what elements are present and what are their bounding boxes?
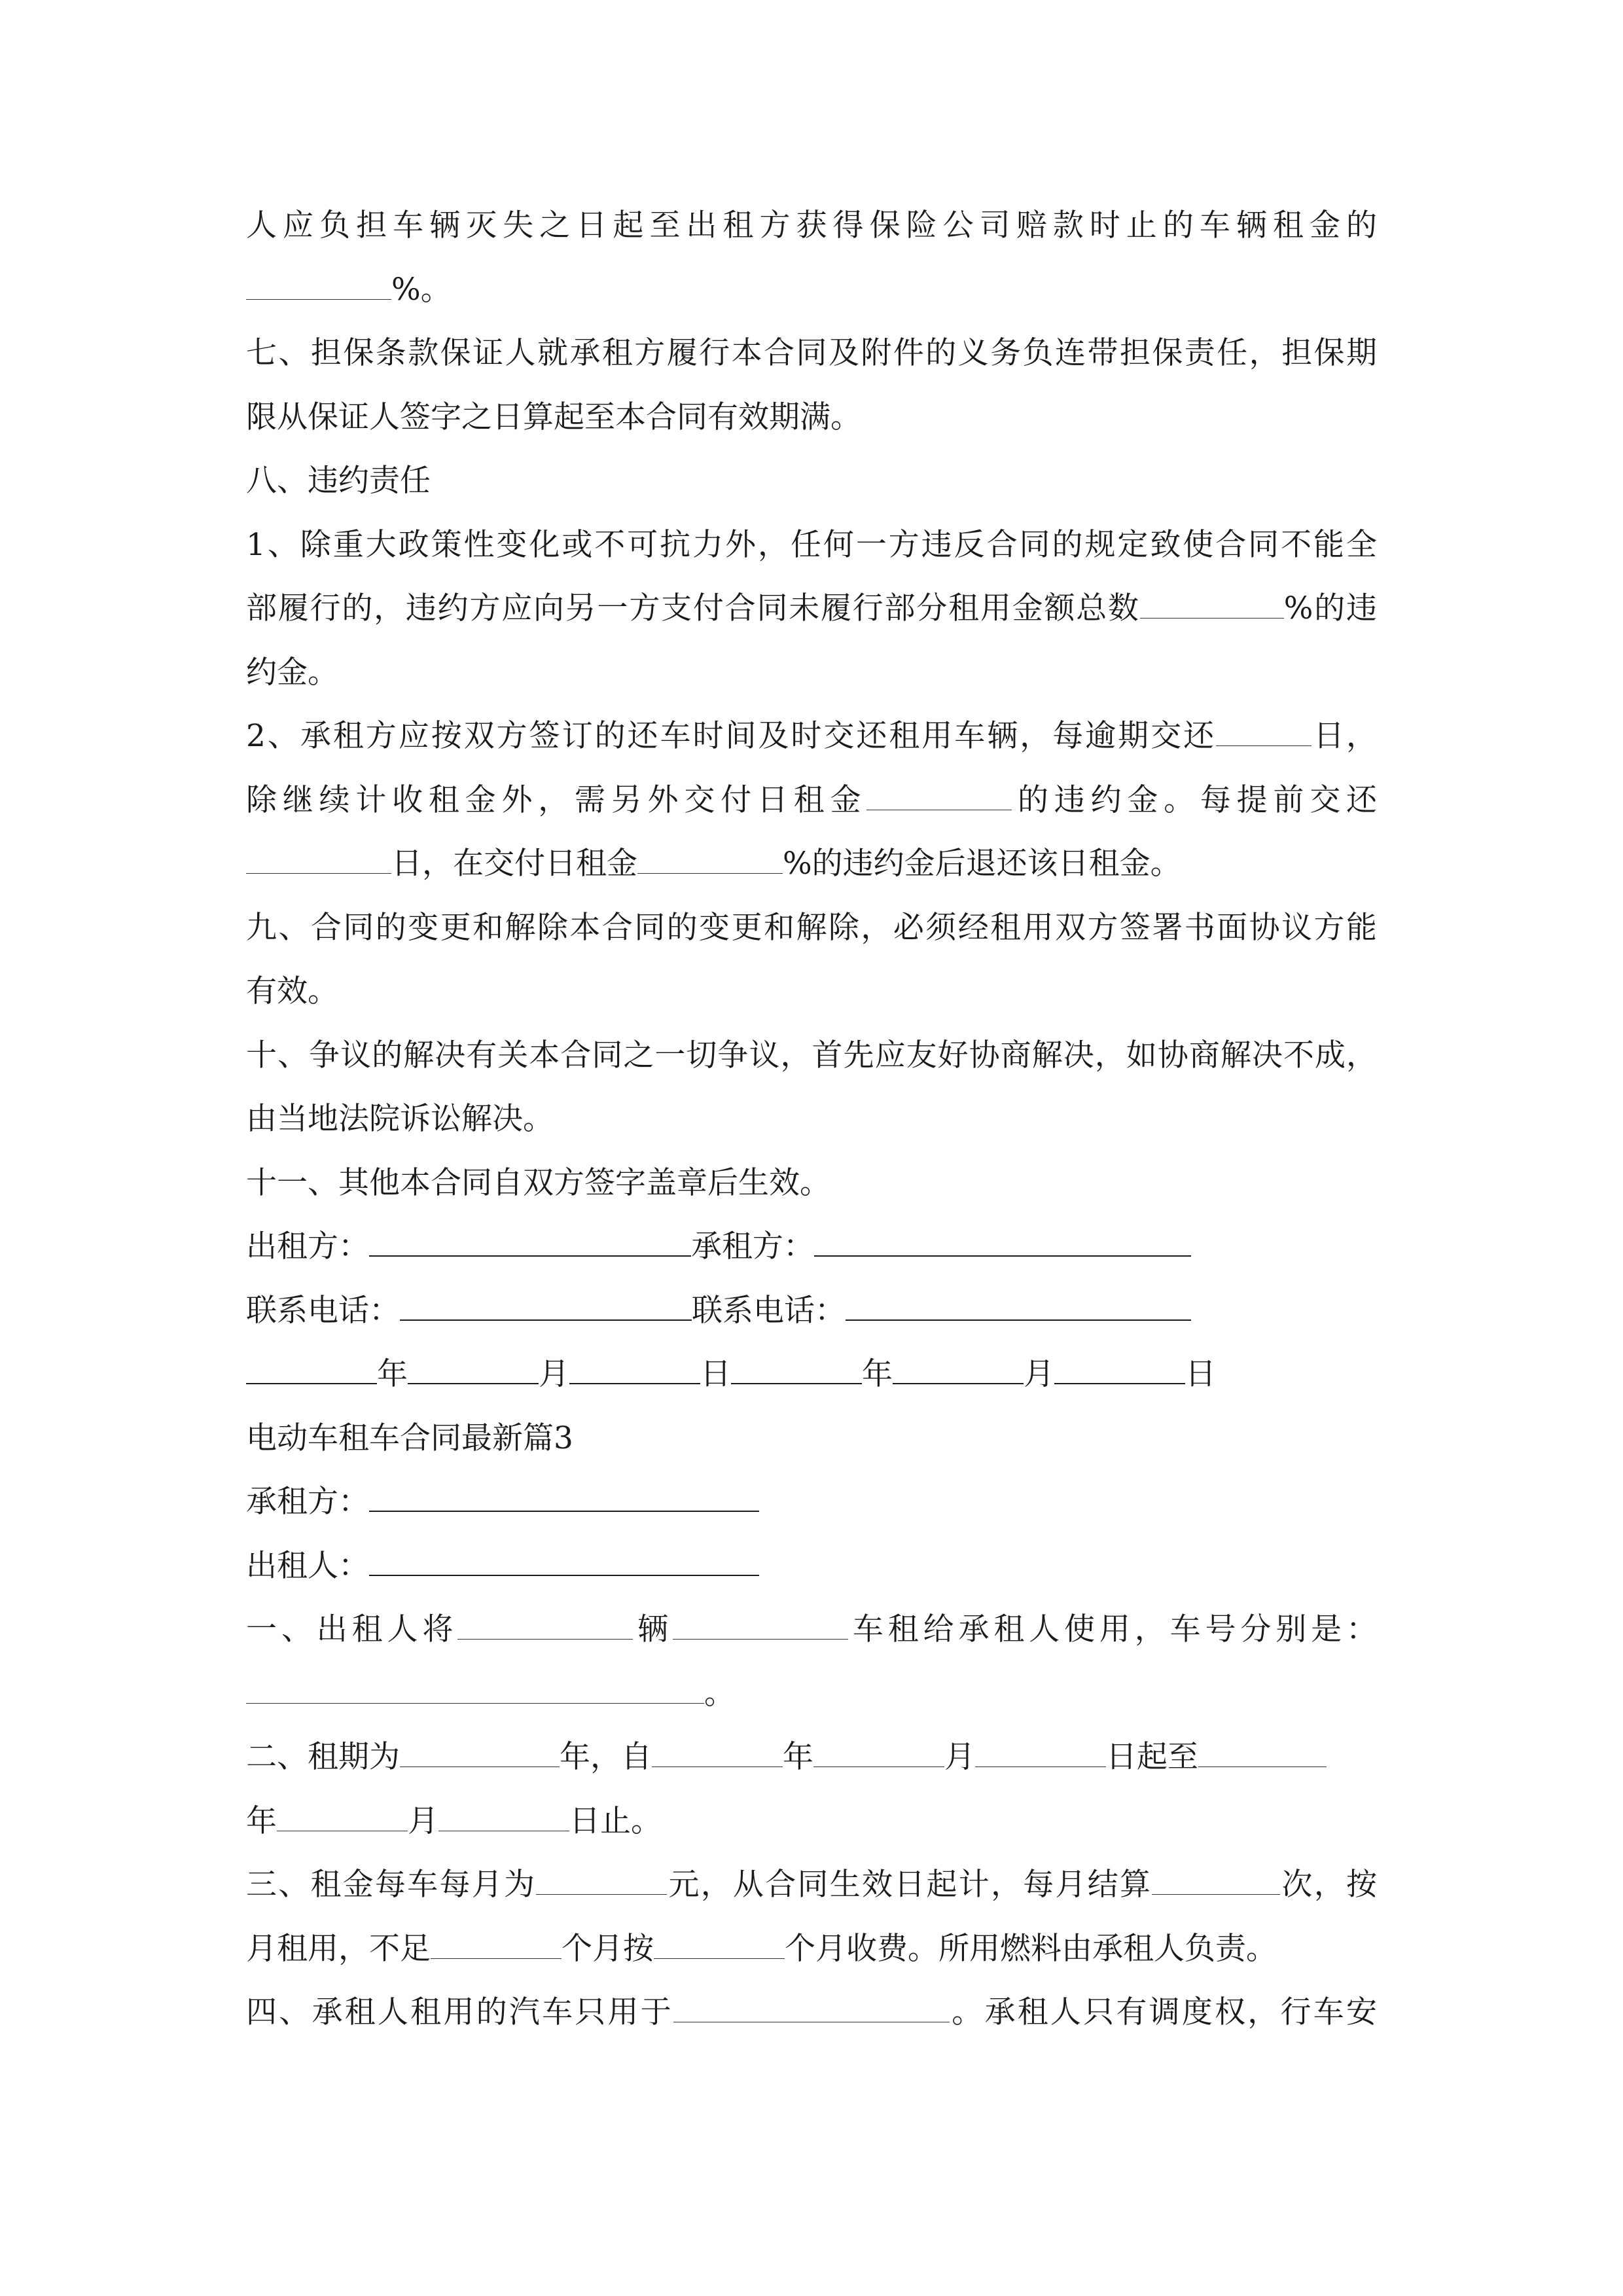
text-line bbox=[246, 577, 1377, 641]
blank-field bbox=[975, 1740, 1106, 1767]
blank-field bbox=[866, 783, 1012, 810]
text-segment: 年，自 bbox=[560, 1739, 652, 1775]
blank-field bbox=[654, 1932, 785, 1959]
text-segment: 十、争议的解决有关本合同之一切争议，首先应友好协商解决，如协商解决不成， bbox=[246, 1037, 1377, 1073]
lessor-label: 出租方： bbox=[246, 1229, 369, 1265]
text-segment: 个月收费。所用燃料由承租人负责。 bbox=[785, 1930, 1277, 1967]
lessor-label: 出租人： bbox=[246, 1547, 369, 1584]
lessor-blank bbox=[369, 1229, 691, 1257]
text-segment: 电动车租车合同最新篇3 bbox=[246, 1420, 573, 1456]
text-segment: 人应负担车辆灭失之日起至出租方获得保险公司赔款时止的车辆租金的 bbox=[246, 207, 1377, 243]
text-segment: 。承租人只有调度权，行车安 bbox=[950, 1994, 1377, 2030]
text-segment: 由当地法院诉讼解决。 bbox=[246, 1101, 554, 1137]
text-segment: 的违约金。每提前交还 bbox=[1012, 781, 1377, 818]
text-line bbox=[246, 896, 1377, 960]
phone-label: 联系电话： bbox=[246, 1292, 400, 1329]
text-segment: 限从保证人签字之日算起至本合同有效期满。 bbox=[246, 399, 861, 435]
text-segment: 日，在交付日租金 bbox=[391, 846, 637, 882]
date-line bbox=[246, 1342, 1377, 1407]
blank-field bbox=[400, 1740, 560, 1767]
text-segment: 十一、其他本合同自双方签字盖章后生效。 bbox=[246, 1164, 830, 1201]
text-line bbox=[246, 1917, 1377, 1981]
text-segment: 月 bbox=[1024, 1356, 1054, 1392]
text-segment: 部履行的，违约方应向另一方支付合同未履行部分租用金额总数 bbox=[246, 590, 1140, 626]
text-segment: 约金。 bbox=[246, 654, 338, 691]
blank-field bbox=[652, 1740, 783, 1767]
blank-field bbox=[431, 1932, 562, 1959]
text-segment: 次，按 bbox=[1280, 1867, 1377, 1903]
text-line bbox=[246, 194, 1377, 258]
blank-field bbox=[457, 1613, 633, 1640]
text-segment: 八、违约责任 bbox=[246, 463, 431, 499]
blank-field bbox=[637, 847, 783, 874]
text-segment: 辆 bbox=[633, 1611, 673, 1647]
text-segment: 1、除重大政策性变化或不可抗力外，任何一方违反合同的规定致使合同不能全 bbox=[246, 526, 1377, 563]
phone-blank bbox=[400, 1293, 692, 1321]
text-line bbox=[246, 1151, 1377, 1215]
text-segment: 九、合同的变更和解除本合同的变更和解除，必须经租用双方签署书面协议方能 bbox=[246, 909, 1377, 946]
text-segment: %的违 bbox=[1283, 590, 1377, 626]
text-segment: 月 bbox=[539, 1356, 569, 1392]
text-segment: 车租给承租人使用，车号分别是： bbox=[847, 1611, 1377, 1647]
lessee-label: 承租方： bbox=[691, 1229, 814, 1265]
blank-field bbox=[731, 1357, 862, 1384]
text-line bbox=[246, 1662, 1377, 1726]
text-line bbox=[246, 1725, 1377, 1789]
document-page bbox=[246, 194, 1377, 2045]
text-line bbox=[246, 641, 1377, 705]
phone-blank bbox=[846, 1293, 1191, 1321]
blank-field bbox=[246, 1357, 377, 1384]
text-line bbox=[246, 768, 1377, 833]
blank-field bbox=[1198, 1740, 1327, 1767]
text-segment: 个月按 bbox=[562, 1930, 654, 1967]
text-line bbox=[246, 513, 1377, 577]
text-segment: 年 bbox=[783, 1739, 813, 1775]
text-line bbox=[246, 1087, 1377, 1151]
text-segment: 年 bbox=[246, 1803, 277, 1839]
blank-field bbox=[569, 1357, 700, 1384]
blank-field bbox=[277, 1804, 408, 1831]
blank-field bbox=[1216, 719, 1311, 746]
text-line bbox=[246, 1789, 1377, 1854]
blank-field bbox=[408, 1357, 539, 1384]
text-segment: 月 bbox=[944, 1739, 975, 1775]
text-line bbox=[246, 1024, 1377, 1088]
text-segment: 年 bbox=[862, 1356, 893, 1392]
text-segment: 二、租期为 bbox=[246, 1739, 400, 1775]
blank-field bbox=[438, 1804, 569, 1831]
text-segment: 一、出租人将 bbox=[246, 1611, 458, 1647]
blank-field bbox=[813, 1740, 944, 1767]
blank-field bbox=[246, 1677, 704, 1704]
contract-title bbox=[246, 1407, 1377, 1471]
text-segment: 有效。 bbox=[246, 973, 338, 1009]
text-segment: %。 bbox=[391, 271, 452, 308]
text-line bbox=[246, 960, 1377, 1024]
text-line bbox=[246, 258, 1377, 322]
lessee-line bbox=[246, 1470, 1377, 1534]
text-line bbox=[246, 1598, 1377, 1662]
text-segment: %的违约金后退还该日租金。 bbox=[783, 846, 1181, 882]
text-line bbox=[246, 321, 1377, 386]
lessor-blank bbox=[369, 1549, 759, 1576]
text-segment: 日起至 bbox=[1106, 1739, 1198, 1775]
blank-field bbox=[246, 847, 391, 874]
text-segment: 除继续计收租金外，需另外交付日租金 bbox=[246, 781, 867, 818]
blank-field bbox=[1140, 592, 1284, 619]
text-segment: 日 bbox=[700, 1356, 731, 1392]
lessor-line bbox=[246, 1534, 1377, 1598]
lessee-label: 承租方： bbox=[246, 1484, 369, 1520]
text-line bbox=[246, 386, 1377, 450]
text-line bbox=[246, 832, 1377, 896]
blank-field bbox=[893, 1357, 1024, 1384]
text-segment: 三、租金每车每月为 bbox=[246, 1867, 537, 1903]
text-segment: 日 bbox=[1185, 1356, 1216, 1392]
section-heading bbox=[246, 449, 1377, 513]
lessee-blank bbox=[814, 1229, 1191, 1257]
text-segment: 日止。 bbox=[569, 1803, 662, 1839]
blank-field bbox=[673, 1996, 950, 2022]
text-line bbox=[246, 1981, 1377, 2045]
lessee-blank bbox=[369, 1484, 759, 1512]
blank-field bbox=[246, 273, 391, 300]
text-line bbox=[246, 704, 1377, 768]
contact-line bbox=[246, 1279, 1377, 1343]
signature-line bbox=[246, 1215, 1377, 1279]
blank-field bbox=[1054, 1357, 1185, 1384]
text-segment: 七、担保条款保证人就承租方履行本合同及附件的义务负连带担保责任，担保期 bbox=[246, 335, 1377, 371]
text-segment: 月 bbox=[408, 1803, 438, 1839]
blank-field bbox=[536, 1868, 667, 1895]
text-segment: 元，从合同生效日起计，每月结算 bbox=[667, 1867, 1152, 1903]
text-line bbox=[246, 1853, 1377, 1917]
text-segment: 。 bbox=[704, 1675, 735, 1712]
blank-field bbox=[673, 1613, 848, 1640]
phone-label: 联系电话： bbox=[692, 1292, 846, 1329]
blank-field bbox=[1152, 1868, 1280, 1895]
text-segment: 年 bbox=[377, 1356, 408, 1392]
text-segment: 四、承租人租用的汽车只用于 bbox=[246, 1994, 673, 2030]
text-segment: 2、承租方应按双方签订的还车时间及时交还租用车辆，每逾期交还 bbox=[246, 718, 1217, 754]
text-segment: 日， bbox=[1311, 718, 1377, 754]
text-segment: 月租用，不足 bbox=[246, 1930, 431, 1967]
